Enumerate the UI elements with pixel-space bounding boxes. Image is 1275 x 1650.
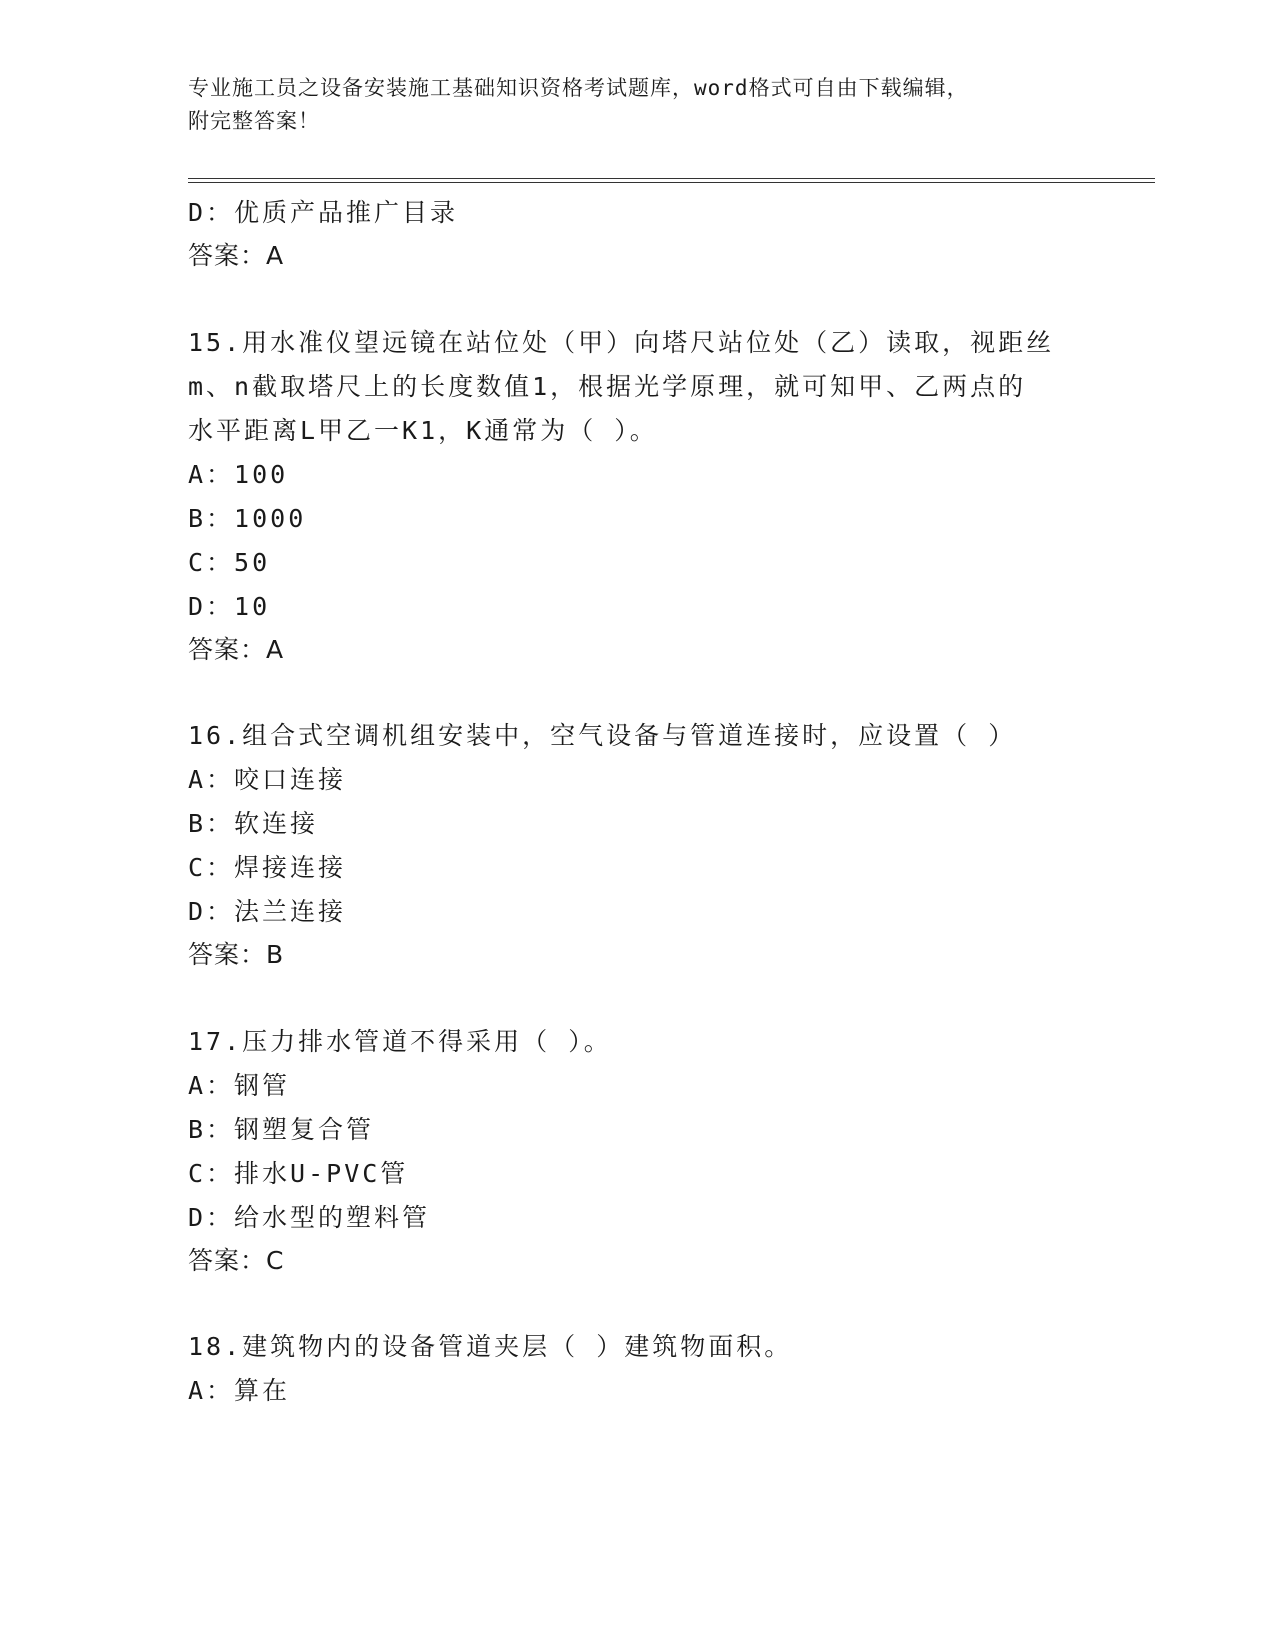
q15-option-a: A：100 — [188, 460, 289, 489]
q17-option-c: C：排水U-PVC管 — [188, 1159, 409, 1188]
q15-stem-line-2: m、n截取塔尺上的长度数值1，根据光学原理，就可知甲、乙两点的 — [188, 372, 1027, 401]
q15-stem-line-1: 15.用水准仪望远镜在站位处（甲）向塔尺站位处（乙）读取，视距丝 — [188, 328, 1055, 357]
q16-option-b: B：软连接 — [188, 809, 319, 838]
q16-option-c: C：焊接连接 — [188, 853, 347, 882]
header-line-1: 专业施工员之设备安装施工基础知识资格考试题库，word格式可自由下载编辑， — [188, 76, 969, 100]
header-line-2: 附完整答案！ — [188, 109, 320, 133]
header-rule-top — [188, 178, 1155, 179]
q16-answer: 答案：B — [188, 940, 285, 969]
document-header — [188, 72, 1088, 138]
q18-stem: 18.建筑物内的设备管道夹层（ ）建筑物面积。 — [188, 1332, 793, 1361]
q15-option-c: C：50 — [188, 548, 271, 577]
q14-answer: 答案：A — [188, 241, 285, 270]
q16-option-d: D：法兰连接 — [188, 897, 347, 926]
q17-option-a: A：钢管 — [188, 1071, 291, 1100]
q17-option-b: B：钢塑复合管 — [188, 1115, 375, 1144]
q14-option-d: D：优质产品推广目录 — [188, 198, 459, 227]
q16-stem: 16.组合式空调机组安装中，空气设备与管道连接时，应设置（ ） — [188, 721, 1017, 750]
q15-option-d: D：10 — [188, 592, 271, 621]
q15-option-b: B：1000 — [188, 504, 307, 533]
q17-answer: 答案：C — [188, 1246, 285, 1275]
q17-stem: 17.压力排水管道不得采用（ ）。 — [188, 1027, 612, 1056]
q18-option-a: A：算在 — [188, 1376, 291, 1405]
header-rule-bottom — [188, 182, 1155, 183]
q15-answer: 答案：A — [188, 635, 285, 664]
q16-option-a: A：咬口连接 — [188, 765, 347, 794]
q17-option-d: D：给水型的塑料管 — [188, 1203, 431, 1232]
q15-stem-line-3: 水平距离L甲乙一K1，K通常为（ ）。 — [188, 416, 658, 445]
